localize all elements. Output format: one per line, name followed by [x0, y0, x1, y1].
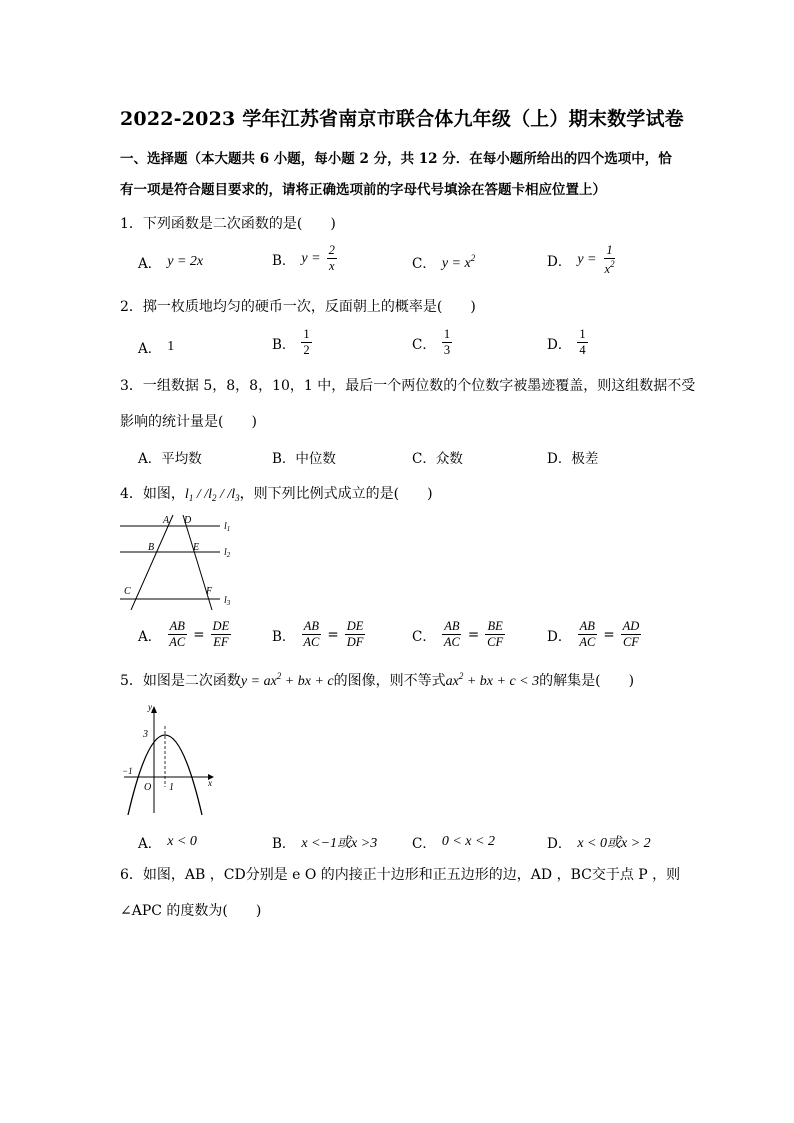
q4-option-b[interactable]: B． $\frac{AB}{AC}$ = $\frac{DE}{DF}$: [272, 619, 364, 650]
q2-option-c[interactable]: C． $\frac{1}{3}$: [412, 327, 451, 358]
q1-b-fraction: $\frac{2}{x}$: [328, 243, 335, 274]
q2-d-fraction: $\frac{1}{4}$: [579, 327, 586, 358]
question-5-stem: 5．如图是二次函数$y = ax^2$ + bx + c的图像，则不等式$ax^2$ + bx + c < 3的解集是( ): [120, 671, 635, 689]
label-3: 3: [143, 729, 148, 740]
label-e: E: [193, 542, 200, 553]
label-x: x: [208, 778, 212, 788]
q1-d-fraction: $\frac{1}{x^2}$: [604, 243, 615, 277]
q4-c-frac-2: $\frac{BE}{CF}$: [487, 619, 504, 650]
q4-b-frac-1: $\frac{AB}{AC}$: [303, 619, 320, 650]
transversal-ac: [131, 515, 173, 610]
q4-a-frac-2: $\frac{DE}{EF}$: [212, 619, 230, 650]
question-3-stem-line-2: 影响的统计量是( ): [120, 414, 257, 430]
q3-option-d[interactable]: D．极差: [547, 451, 599, 467]
label-neg-1: −1: [122, 766, 133, 776]
label-1: 1: [169, 782, 174, 793]
q4-d-frac-2: $\frac{AD}{CF}$: [622, 619, 640, 650]
q1-option-c[interactable]: C． $y = x^2$: [412, 252, 476, 272]
question-6-stem-line-1: 6．如图，AB ，CD分别是 e O 的内接正十边形和正五边形的边，AD ，BC交于点 P ，则: [120, 867, 681, 883]
question-2-stem: 2．掷一枚质地均匀的硬币一次，反面朝上的概率是( ): [120, 299, 476, 315]
q4-option-c[interactable]: C． $\frac{AB}{AC}$ = $\frac{BE}{CF}$: [412, 619, 504, 650]
q4-option-a[interactable]: A． $\frac{AB}{AC}$ = $\frac{DE}{EF}$: [138, 619, 230, 650]
q4-option-d[interactable]: D． $\frac{AB}{AC}$ = $\frac{AD}{CF}$: [547, 619, 640, 650]
q2-b-fraction: $\frac{1}{2}$: [303, 327, 310, 358]
q5-option-b[interactable]: B． x <−1或x >3: [272, 836, 378, 852]
label-l2: $l_2$: [224, 547, 231, 559]
q2-option-d[interactable]: D． $\frac{1}{4}$: [547, 327, 586, 358]
q3-option-b[interactable]: B．中位数: [272, 451, 336, 467]
label-origin: O: [144, 782, 152, 793]
q2-option-a[interactable]: A． 1: [138, 339, 175, 357]
question-1-stem: 1．下列函数是二次函数的是( ): [120, 216, 336, 232]
label-d: D: [184, 515, 192, 526]
q4-c-frac-1: $\frac{AB}{AC}$: [443, 619, 460, 650]
section-1-instructions-line-1: 一、选择题（本大题共 6 小题，每小题 2 分，共 12 分．在每小题所给出的四个选项中，恰: [120, 151, 672, 167]
question-4-stem: 4．如图，$l_1 / /l_2 / /l_3$，则下列比例式成立的是( ): [120, 486, 433, 503]
label-a: A: [163, 515, 170, 526]
question-6-stem-line-2: ∠APC 的度数为( ): [120, 903, 262, 919]
q3-option-a[interactable]: A．平均数: [138, 451, 202, 467]
question-3-stem-line-1: 3．一组数据 5，8，8，10，1 中，最后一个两位数的个位数字被墨迹覆盖，则这组数据不受: [120, 378, 696, 394]
section-1-instructions-line-2: 有一项是符合题目要求的，请将正确选项前的字母代号填涂在答题卡相应位置上）: [120, 182, 606, 198]
q5-parabola-graph: [118, 703, 228, 815]
q1-option-b[interactable]: B． y = $\frac{2}{x}$: [272, 243, 335, 274]
q4-a-frac-1: $\frac{AB}{AC}$: [169, 619, 186, 650]
q2-option-b[interactable]: B． $\frac{1}{2}$: [272, 327, 310, 358]
q5-option-a[interactable]: A． x < 0: [138, 834, 197, 852]
q3-option-c[interactable]: C．众数: [412, 451, 463, 467]
q2-c-fraction: $\frac{1}{3}$: [443, 327, 451, 358]
q4-parallel-lines-figure: [116, 510, 246, 610]
q4-d-frac-1: $\frac{AB}{AC}$: [579, 619, 596, 650]
q4-b-frac-2: $\frac{DE}{DF}$: [346, 619, 364, 650]
label-c: C: [124, 586, 131, 597]
q5-option-c[interactable]: C． 0 < x < 2: [412, 834, 495, 852]
label-y: y: [148, 703, 152, 712]
q5-option-d[interactable]: D． x < 0或x > 2: [547, 836, 651, 852]
q1-option-a[interactable]: A． y = 2x: [138, 254, 204, 272]
label-l1: $l_1$: [224, 521, 231, 533]
label-f: F: [206, 586, 213, 597]
label-b: B: [148, 542, 155, 553]
q1-option-d[interactable]: D． y = $\frac{1}{x^2}$: [547, 243, 615, 277]
label-l3: $l_3$: [224, 595, 231, 607]
page-title: 2022-2023 学年江苏省南京市联合体九年级（上）期末数学试卷: [120, 108, 684, 130]
